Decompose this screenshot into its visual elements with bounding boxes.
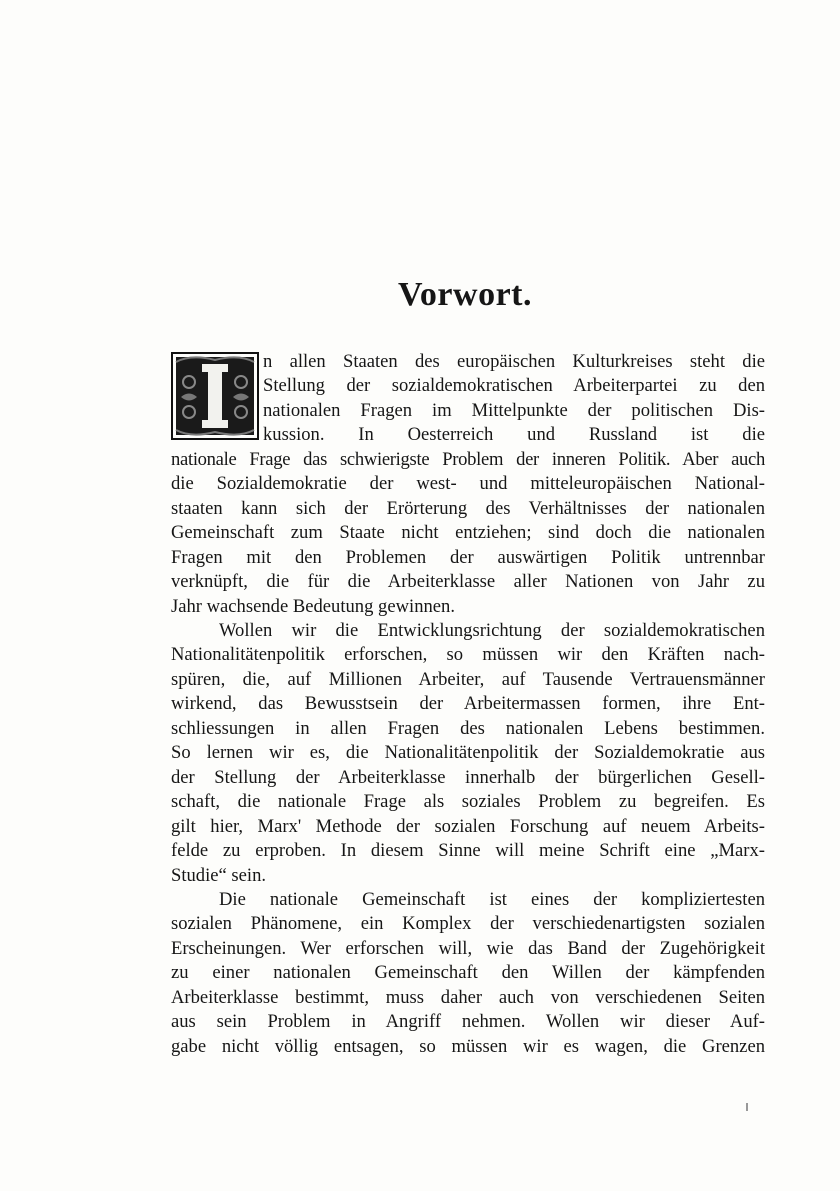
text-line: spüren, die, auf Millionen Arbeiter, auf Tausende Vertrauensmänner: [171, 668, 765, 690]
text-line: verknüpft, die für die Arbeiterklasse aller Nationen von Jahr zu: [171, 571, 765, 593]
text-line: Fragen mit den Problemen der auswärtigen Politik untrennbar: [171, 546, 765, 568]
text-line: Stellung der sozialdemokratischen Arbeiterpartei zu den: [263, 375, 765, 397]
text-line: Die nationale Gemeinschaft ist eines der kompliziertesten: [219, 888, 765, 910]
text-line: schaft, die nationale Frage als soziales Problem zu begreifen. Es: [171, 791, 765, 813]
text-line: Nationalitätenpolitik erforschen, so müssen wir den Kräften nach-: [171, 644, 765, 666]
text-line: Gemeinschaft zum Staate nicht entziehen; sind doch die nationalen: [171, 522, 765, 544]
text-line: Jahr wachsende Bedeutung gewinnen.: [171, 595, 455, 617]
text-line: gilt hier, Marx' Methode der sozialen Forschung auf neuem Arbeits-: [171, 815, 765, 837]
text-line: kussion. In Oesterreich und Russland ist die: [263, 424, 765, 446]
text-line: nationalen Fragen im Mittelpunkte der politischen Dis-: [263, 399, 765, 421]
text-line: Erscheinungen. Wer erforschen will, wie das Band der Zugehörigkeit: [171, 937, 765, 959]
text-line: aus sein Problem in Angriff nehmen. Wollen wir dieser Auf-: [171, 1011, 765, 1033]
text-line: die Sozialdemokratie der west- und mitteleuropäischen National-: [171, 473, 765, 495]
text-line: sozialen Phänomene, ein Komplex der verschiedenartigsten sozialen: [171, 913, 765, 935]
page-mark: [746, 1103, 748, 1111]
text-line: nationale Frage das schwierigste Problem der inneren Politik. Aber auch: [171, 448, 765, 470]
text-line: felde zu erproben. In diesem Sinne will meine Schrift eine „Marx-: [171, 840, 765, 862]
text-line: schliessungen in allen Fragen des nationalen Lebens bestimmen.: [171, 717, 765, 739]
text-line: zu einer nationalen Gemeinschaft den Willen der kämpfenden: [171, 962, 765, 984]
text-line: So lernen wir es, die Nationalitätenpolitik der Sozialdemokratie aus: [171, 742, 765, 764]
text-line: staaten kann sich der Erörterung des Verhältnisses der nationalen: [171, 497, 765, 519]
page-title: Vorwort.: [398, 276, 532, 313]
text-line: gabe nicht völlig entsagen, so müssen wir es wagen, die Grenzen: [171, 1035, 765, 1057]
text-line: n allen Staaten des europäischen Kulturkreises steht die: [263, 351, 765, 372]
text-line: Arbeiterklasse bestimmt, muss daher auch von verschiedenen Seiten: [171, 986, 765, 1008]
text-line: wirkend, das Bewusstsein der Arbeitermassen formen, ihre Ent-: [171, 693, 765, 715]
text-line: Wollen wir die Entwicklungsrichtung der sozialdemokratischen: [219, 619, 765, 641]
body-text: [171, 350, 765, 1059]
drop-cap-letter: I: [214, 414, 216, 415]
text-line: der Stellung der Arbeiterklasse innerhalb der bürgerlichen Gesell-: [171, 766, 765, 788]
text-line: Studie“ sein.: [171, 864, 267, 886]
